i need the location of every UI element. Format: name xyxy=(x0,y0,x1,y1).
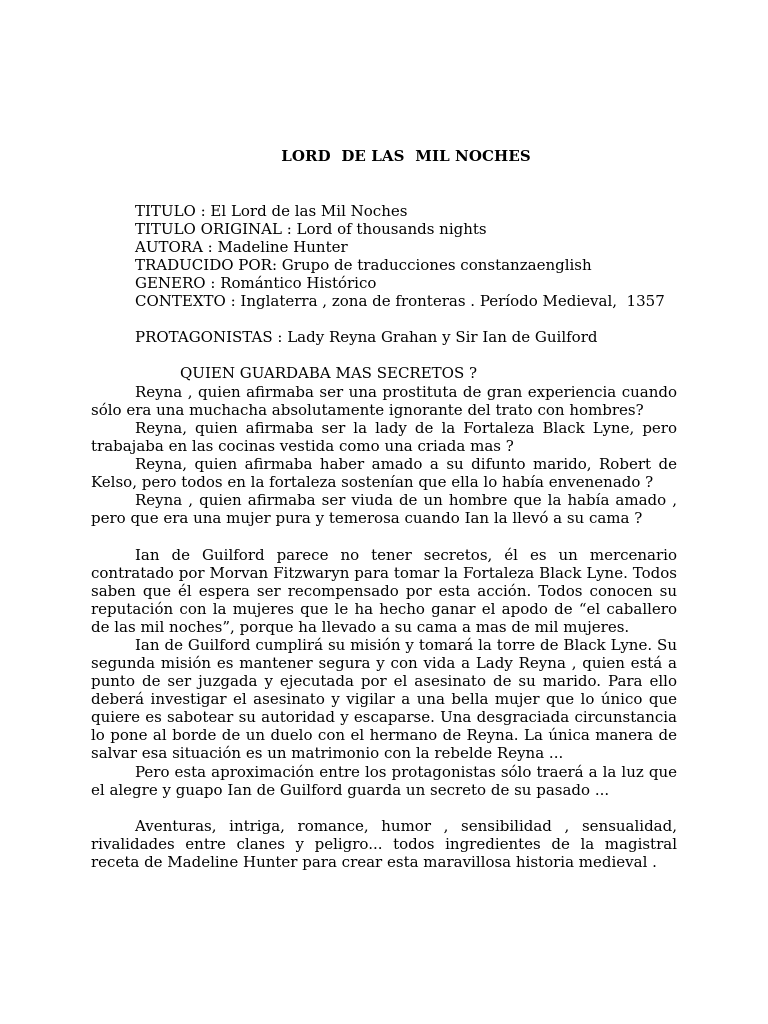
paragraph: Reyna, quien afirmaba haber amado a su difunto marido, Robert de Kelso, pero todos en la fortaleza sostenían que ella lo había envenenado ? xyxy=(91,455,677,491)
paragraph: Reyna , quien afirmaba ser una prostituta de gran experiencia cuando sólo era una muchacha absolutamente ignorante del trato con hombres? xyxy=(91,383,677,419)
metadata-original-title: TITULO ORIGINAL : Lord of thousands nights xyxy=(135,220,487,238)
question-heading: QUIEN GUARDABA MAS SECRETOS ? xyxy=(180,364,478,382)
paragraph: Ian de Guilford parece no tener secretos, él es un mercenario contratado por Morvan Fitzwaryn para tomar la Fortaleza Black Lyne. Todos saben que él espera ser recompensado por esta acción. Todos conocen su reputación con la mujeres que le ha hecho ganar el apodo de “el caballero de las mil noches”, porque ha llevado a su cama a mas de mil mujeres. xyxy=(91,546,677,636)
metadata-genre: GENERO : Romántico Histórico xyxy=(135,274,377,292)
metadata-title: TITULO : El Lord de las Mil Noches xyxy=(135,202,408,220)
paragraph: Aventuras, intriga, romance, humor , sensibilidad , sensualidad, rivalidades entre clanes y peligro... todos ingredientes de la magistral receta de Madeline Hunter para crear esta maravillosa historia medieval . xyxy=(91,817,677,871)
book-metadata xyxy=(135,202,665,310)
paragraph: Reyna, quien afirmaba ser la lady de la Fortaleza Black Lyne, pero trabajaba en las cocinas vestida como una criada mas ? xyxy=(91,419,677,455)
metadata-context: CONTEXTO : Inglaterra , zona de fronteras . Período Medieval, 1357 xyxy=(135,292,665,310)
document-title: LORD DE LAS MIL NOCHES xyxy=(281,147,531,165)
metadata-author: AUTORA : Madeline Hunter xyxy=(135,238,348,256)
paragraph: Pero esta aproximación entre los protagonistas sólo traerá a la luz que el alegre y guapo Ian de Guilford guarda un secreto de su pasado ... xyxy=(91,763,677,799)
paragraph: Reyna , quien afirmaba ser viuda de un hombre que la había amado , pero que era una mujer pura y temerosa cuando Ian la llevó a su cama ? xyxy=(91,491,677,527)
metadata-translator: TRADUCIDO POR: Grupo de traducciones constanzaenglish xyxy=(135,256,592,274)
paragraph: Ian de Guilford cumplirá su misión y tomará la torre de Black Lyne. Su segunda misión es mantener segura y con vida a Lady Reyna , quien está a punto de ser juzgada y ejecutada por el asesinato de su marido. Para ello deberá investigar el asesinato y vigilar a una bella mujer que lo único que quiere es sabotear su autoridad y escaparse. Una desgraciada circunstancia lo pone al borde de un duelo con el hermano de Reyna. La única manera de salvar esa situación es un matrimonio con la rebelde Reyna ... xyxy=(91,636,677,762)
protagonists-line: PROTAGONISTAS : Lady Reyna Grahan y Sir Ian de Guilford xyxy=(135,328,598,346)
